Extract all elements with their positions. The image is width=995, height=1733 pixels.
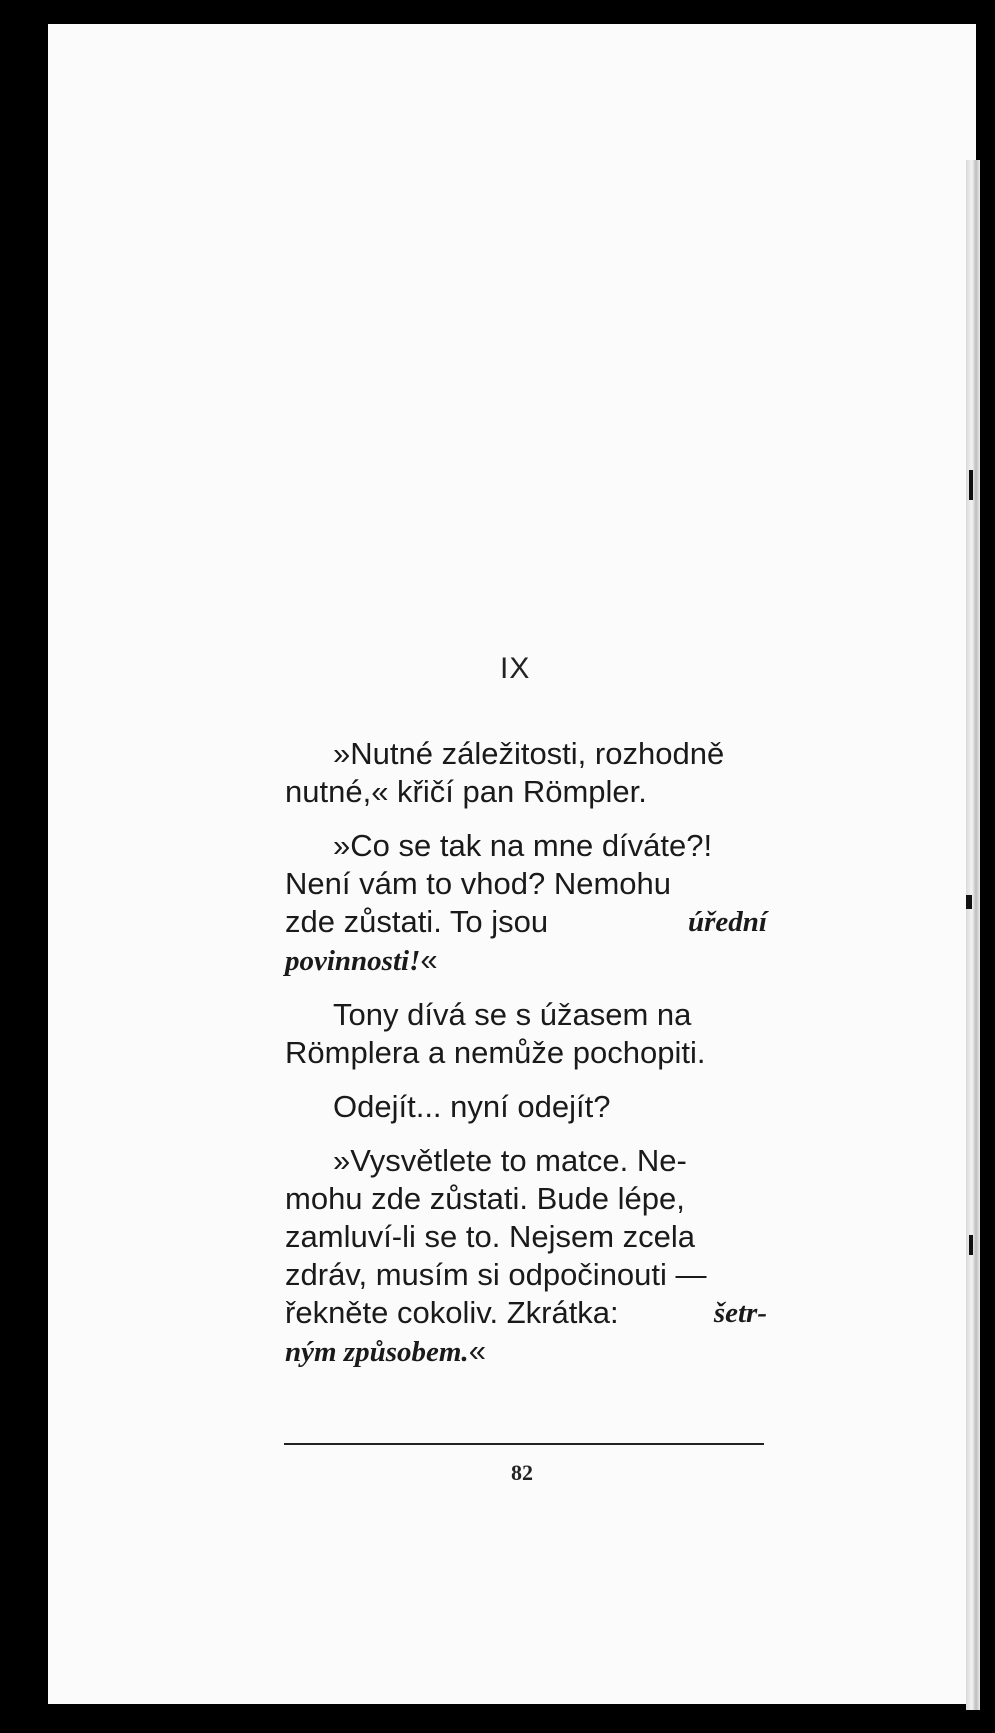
footer-rule [284,1443,764,1445]
paragraph [285,1142,767,1371]
edge-mark [966,895,972,909]
italic-text: šetr- [713,1297,767,1329]
text-line: řekněte cokoliv. Zkrátka: šetr- [285,1295,767,1330]
text-line: »Co se tak na mne díváte?! [333,828,713,863]
text-line: ným způsobem.« [285,1333,486,1368]
text-line: »Nutné záležitosti, rozhodně [333,736,725,771]
text-line: zdráv, musím si odpočinouti — [285,1257,707,1292]
text-line: povinnosti!« [285,942,438,977]
italic-text: povinnosti! [285,945,421,977]
body-text [285,735,767,1387]
paragraph [285,735,767,811]
text-line: zamluví-li se to. Nejsem zcela [285,1219,696,1254]
edge-mark [969,470,973,500]
italic-text: úřední [688,906,767,938]
page-number: 82 [511,1460,533,1485]
paragraph [285,996,767,1072]
text-line: Odejít... nyní odejít? [333,1089,611,1124]
text-line: zde zůstati. To jsou úřední [285,904,767,939]
italic-text: ným způsobem. [285,1336,469,1368]
text-line: Römplera a nemůže pochopiti. [285,1035,706,1070]
text-line: nutné,« křičí pan Römpler. [285,774,647,809]
text-line: Není vám to vhod? Nemohu [285,866,671,901]
paragraph [285,1088,767,1126]
page-edge [966,160,980,1710]
paragraph [285,827,767,980]
edge-mark [969,1235,973,1255]
text-line: Tony dívá se s úžasem na [333,997,692,1032]
text-line: mohu zde zůstati. Bude lépe, [285,1181,685,1216]
text-line: »Vysvětlete to matce. Ne- [333,1143,687,1178]
chapter-heading: IX [500,652,531,685]
